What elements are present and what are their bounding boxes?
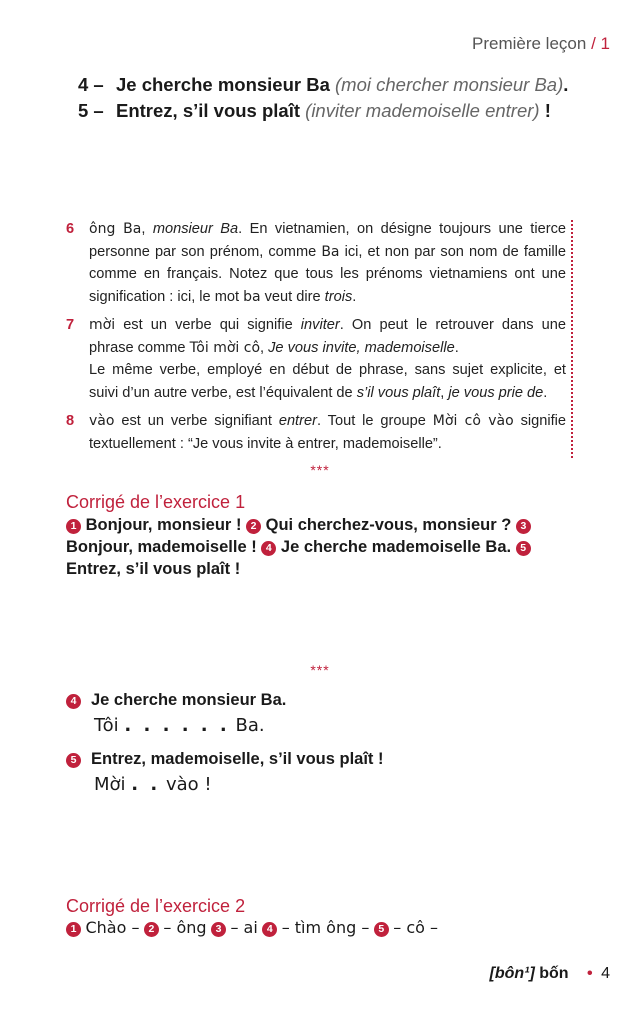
note-text-seg: , <box>440 384 449 401</box>
answer-text: Bonjour, mademoiselle ! <box>66 538 257 556</box>
section-divider-stars: *** <box>310 662 330 678</box>
number-badge: 5 <box>374 922 389 937</box>
page-footer <box>489 965 610 983</box>
note-text-seg: est un verbe qui signifie <box>115 317 301 333</box>
number-badge: 4 <box>261 541 276 556</box>
header-separator: / <box>591 34 596 53</box>
number-badge: 1 <box>66 519 81 534</box>
notes-dotted-border <box>571 220 573 458</box>
note-translation: s’il vous plaît <box>356 384 441 401</box>
note-number: 7 <box>66 317 75 333</box>
note-translation: Je vous invite, mademoiselle <box>268 339 455 356</box>
number-badge: 2 <box>246 519 261 534</box>
dialog-line-text: Entrez, s’il vous plaît <box>116 100 301 121</box>
note-number: 8 <box>66 413 75 429</box>
note-text-seg: . En vietnamien, on désigne toujours une tierce personne par son prénom, comme <box>89 221 566 260</box>
number-badge: 5 <box>66 753 81 768</box>
answer-start: Tôi <box>94 715 119 736</box>
page-number: 4 <box>601 965 610 982</box>
number-badge: 1 <box>66 922 81 937</box>
note-7 <box>66 314 566 404</box>
answer-text: – ai <box>230 918 258 937</box>
running-header <box>472 34 610 54</box>
note-translation: trois <box>324 288 353 305</box>
note-translation: entrer <box>278 413 317 429</box>
note-text-seg: . <box>454 339 459 356</box>
number-badge: 4 <box>66 694 81 709</box>
corrige-2-title: Corrigé de l’exercice 2 <box>66 896 246 916</box>
note-text-seg: signifie textuellement : “Je vous invite à entrer, mademoiselle”. <box>89 413 566 452</box>
dialog-line-end: ! <box>539 100 551 121</box>
note-number: 6 <box>66 221 75 237</box>
note-term: vào <box>89 413 115 429</box>
note-term: Tôi mời cô <box>189 339 261 356</box>
dialog-lines <box>78 72 598 124</box>
note-term: Mời cô vào <box>432 413 514 429</box>
note-term: Ba <box>321 243 340 260</box>
lesson-title: Première leçon <box>472 34 587 53</box>
note-text-seg: , <box>260 339 269 356</box>
answer-text: Je cherche mademoiselle Ba. <box>280 538 512 556</box>
dialog-line <box>78 72 598 98</box>
corrige-2-answers <box>66 917 586 940</box>
exercise-question <box>66 689 586 711</box>
dialog-line-text: Je cherche monsieur Ba <box>116 74 330 95</box>
note-text-seg: veut dire <box>260 288 325 305</box>
footer-word: bốn <box>539 965 569 982</box>
answer-blank: . . . . . . <box>124 715 230 736</box>
number-badge: 3 <box>211 922 226 937</box>
note-text-continued <box>89 359 566 404</box>
corrige-1-answers <box>66 514 572 580</box>
dialog-line <box>78 98 598 124</box>
exercise-2-item-5 <box>66 748 586 800</box>
question-text: Entrez, mademoiselle, s’il vous plaît ! <box>91 750 384 768</box>
note-term: mời <box>89 317 116 333</box>
note-text <box>89 218 566 308</box>
exercise-answer-line <box>94 770 586 800</box>
note-translation: je vous prie de <box>448 384 544 401</box>
note-text-seg: . Tout le groupe <box>316 413 433 429</box>
answer-text: – ông <box>163 918 207 937</box>
dialog-line-number: 4 – <box>78 74 104 95</box>
note-text-seg: ici, et non par son nom de famille comme en français. Notez que tous les prénoms vietnamiens ont une signification : ici, le mot <box>89 243 566 305</box>
note-text-seg: . <box>352 288 357 305</box>
note-translation: inviter <box>300 317 340 333</box>
dialog-line-end: . <box>563 74 569 95</box>
note-text-seg: . On peut le retrouver dans une phrase comme <box>89 317 566 356</box>
notes-section <box>66 218 566 461</box>
note-text-seg: est un verbe signifiant <box>114 413 279 429</box>
answer-text: Entrez, s’il vous plaît ! <box>66 560 241 578</box>
dialog-line-literal: (inviter mademoiselle entrer) <box>305 100 540 121</box>
answer-text: Chào – <box>85 918 140 937</box>
answer-text: Qui cherchez-vous, monsieur ? <box>265 516 512 534</box>
corrige-1-title: Corrigé de l’exercice 1 <box>66 492 246 512</box>
note-text-seg: . <box>543 384 548 401</box>
lesson-number: 1 <box>600 34 610 53</box>
note-6 <box>66 218 566 308</box>
exercise-question <box>66 748 586 770</box>
note-term: ông Ba <box>89 221 142 237</box>
dialog-line-number: 5 – <box>78 100 104 121</box>
answer-end: Ba. <box>235 715 265 736</box>
answer-text: – cô – <box>393 918 439 937</box>
note-term: ba <box>243 288 261 305</box>
question-text: Je cherche monsieur Ba. <box>91 691 287 709</box>
number-badge: 2 <box>144 922 159 937</box>
dialog-line-literal: (moi chercher monsieur Ba) <box>335 74 564 95</box>
note-text <box>89 410 566 455</box>
exercise-2-item-4 <box>66 689 586 741</box>
exercise-answer-line <box>94 711 586 741</box>
note-text <box>89 314 566 359</box>
note-text-seg: , <box>141 221 153 237</box>
number-badge: 3 <box>516 519 531 534</box>
answer-text: Bonjour, monsieur ! <box>85 516 242 534</box>
note-translation: monsieur Ba <box>152 221 239 237</box>
footer-bullet: • <box>587 965 593 982</box>
footer-pronunciation: [bôn¹] <box>489 965 535 982</box>
answer-text: – tìm ông – <box>281 918 370 937</box>
answer-blank: . . <box>131 774 161 795</box>
note-8 <box>66 410 566 455</box>
note-text-seg: Le même verbe, employé en début de phrase, sans sujet explicite, et suivi d’un autre verbe, est l’équivalent de <box>89 362 566 401</box>
number-badge: 5 <box>516 541 531 556</box>
number-badge: 4 <box>262 922 277 937</box>
answer-start: Mời <box>94 774 126 795</box>
answer-end: vào ! <box>165 774 212 795</box>
section-divider-stars: *** <box>310 462 330 478</box>
